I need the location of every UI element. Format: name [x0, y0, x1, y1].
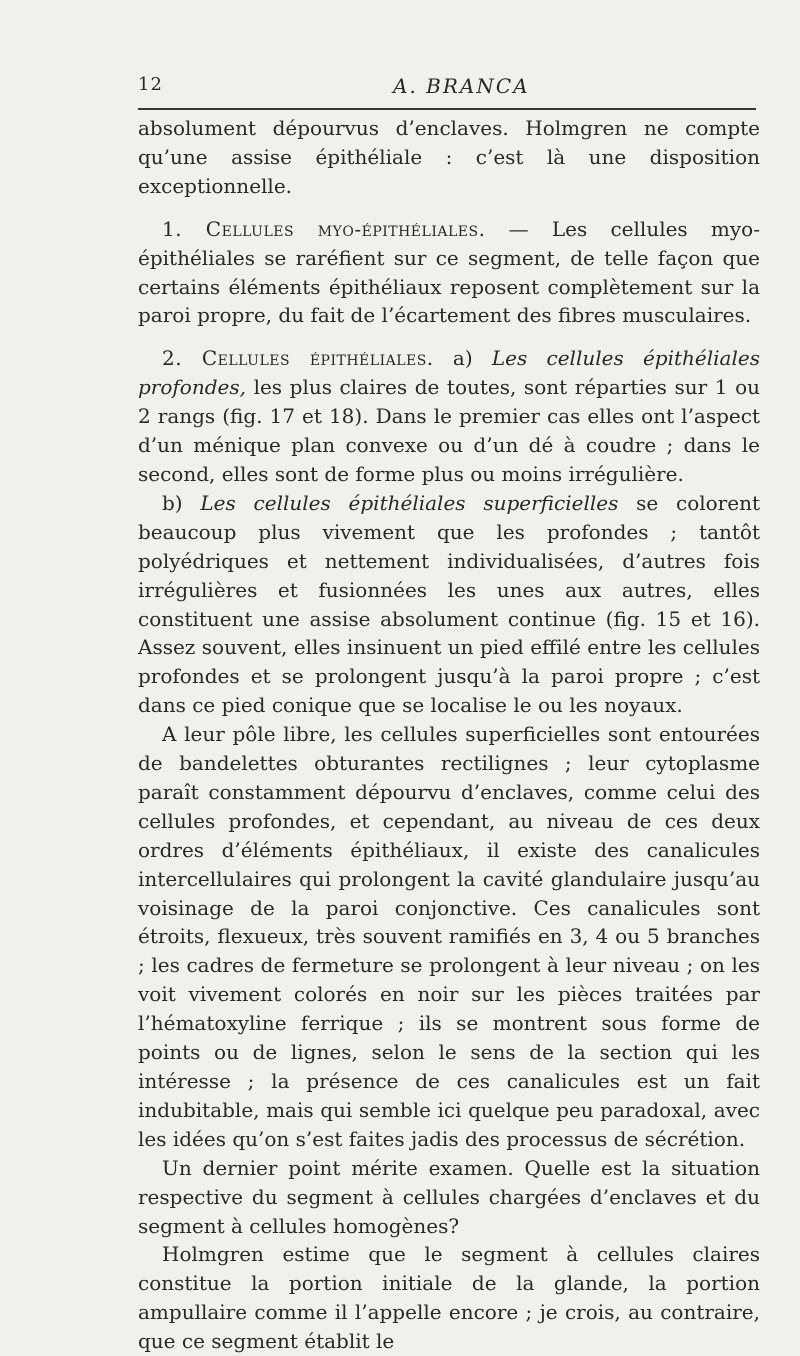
body-text	[138, 114, 760, 1356]
page-header	[138, 74, 758, 104]
paragraph-superficial: b) Les cellules épithéliales superficielles se colorent beaucoup plus vivement que les profondes ; tantôt polyédriques et nettement individualisées, d’autres fois irrégulières et fusionnées les unes aux autres, elles constituent une assise absolument continue (fig. 15 et 16). Assez souvent, elles insinuent un pied effilé entre les cellules profondes et se prolongent jusqu’à la paroi propre ; c’est dans ce pied conique que se localise le ou les noyaux.	[138, 490, 761, 718]
paragraph-last-point: Un dernier point mérite examen. Quelle est la situation respective du segment à cellules chargées d’enclaves et du segment à cellules homogènes?	[138, 1155, 760, 1238]
page-number: 12	[138, 74, 163, 95]
paragraph-continuation: absolument dépourvus d’enclaves. Holmgren ne compte qu’une assise épithéliale : c’est là une disposition exceptionnelle.	[138, 116, 760, 198]
paragraph-free-pole: A leur pôle libre, les cellules superficielles sont entourées de bandelettes obturantes rectilignes ; leur cytoplasme paraît constamment dépourvu d’enclaves, comme celui des cellules profondes, et cependant, au niveau de ces deux ordres d’éléments épithéliaux, il existe des canalicules intercellulaires qui prolongent la cavité glandulaire jusqu’au voisinage de la paroi conjonctive. Ces canalicules sont étroits, flexueux, très souvent ramifiés en 3, 4 ou 5 branches ; les cadres de fermeture se prolongent à leur niveau ; on les voit vivement colorés en noir sur les pièces traitées par l’hématoxyline ferrique ; ils se montrent sous forme de points ou de lignes, selon le sens de la section qui les intéresse ; la présence de ces canalicules est un fait indubitable, mais qui semble ici quelque peu paradoxal, avec les idées qu’on s’est faites jadis des processus de sécrétion.	[138, 722, 760, 1151]
header-rule	[138, 108, 756, 110]
section-heading: 1. Cellules myo-épithéliales.	[162, 216, 486, 241]
paragraph-holmgren: Holmgren estime que le segment à cellules claires constitue la portion initiale de la glande, la portion ampullaire comme il l’appelle encore ; je crois, au contraire, que ce segment établit le	[138, 1242, 760, 1354]
italic-term: Les cellules épithéliales profondes,	[138, 346, 760, 400]
italic-term: Les cellules épithéliales superficielles	[200, 490, 619, 515]
section-heading: 2. Cellules épithéliales.	[162, 346, 434, 371]
paragraph-epithelial: 2. Cellules épithéliales. a) Les cellules épithéliales profondes, les plus claires de toutes, sont réparties sur 1 ou 2 rangs (fig. 17 et 18). Dans le premier cas elles ont l’aspect d’un ménique plan convexe ou d’un dé à coudre ; dans le second, elles sont de forme plus ou moins irrégulière.	[138, 346, 760, 486]
running-head: A. BRANCA	[393, 74, 530, 98]
paragraph-myo-epithelial: 1. Cellules myo-épithéliales. — Les cellules myo-épithéliales se raréfient sur ce segment, de telle façon que certains éléments épithéliaux reposent complètement sur la paroi propre, du fait de l’écartement des fibres musculaires.	[138, 216, 760, 328]
